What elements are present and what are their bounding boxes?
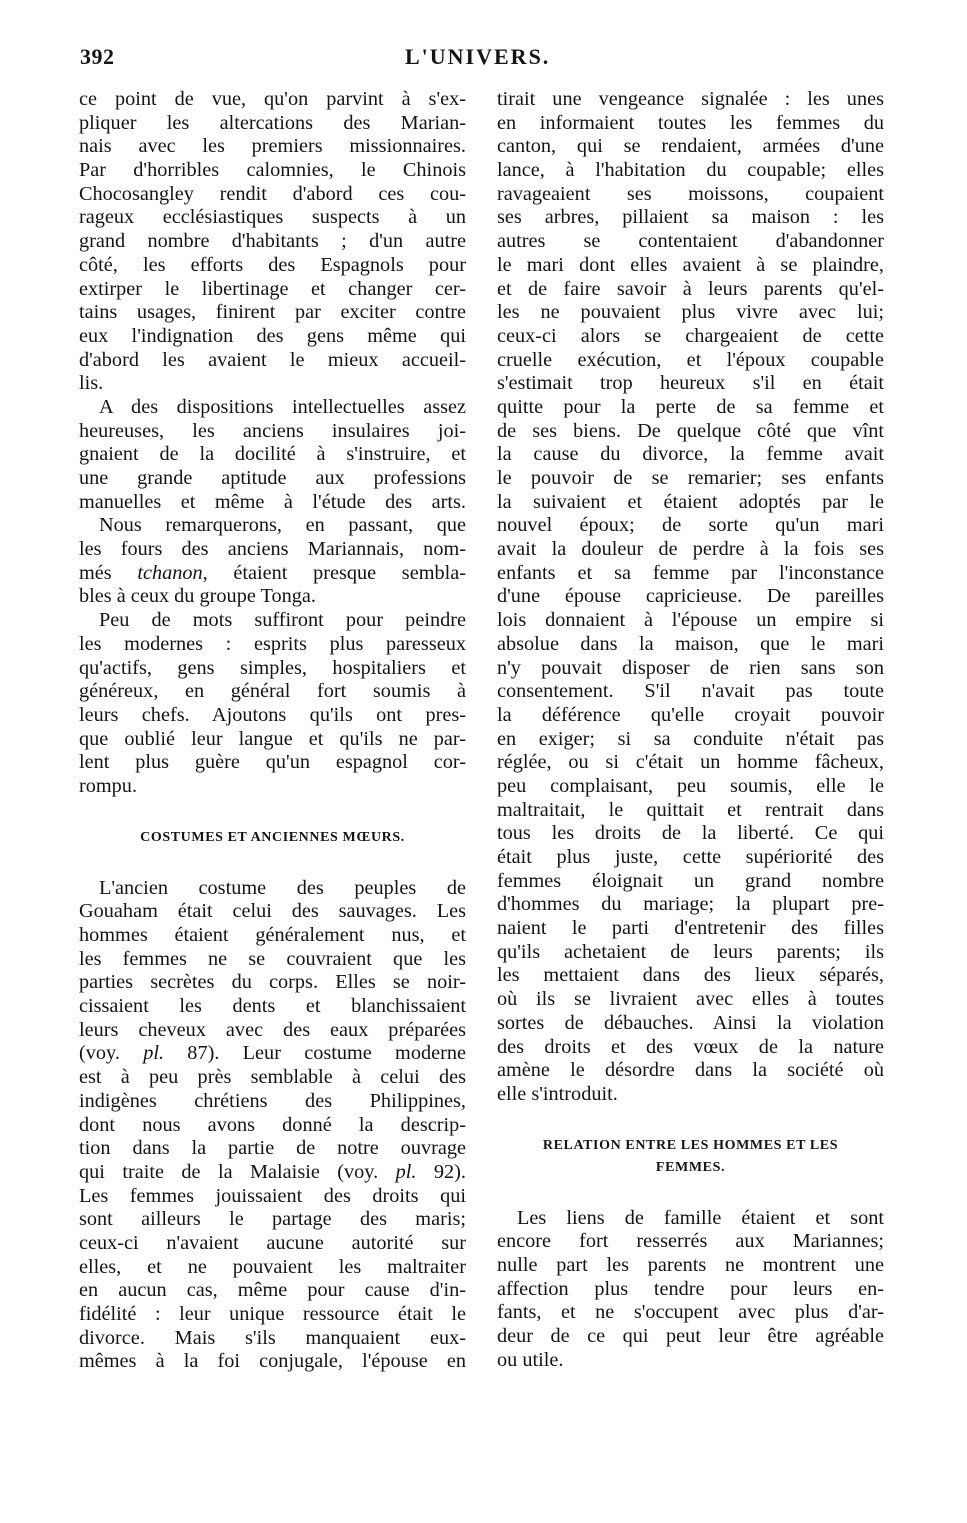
text-line: elle s'introduit. (497, 1082, 618, 1105)
italic-ref: pl. (143, 1042, 165, 1065)
text-line: où ils se livraient avec elles à toutes (497, 988, 884, 1011)
section-heading-costumes: COSTUMES ET ANCIENNES MŒURS. (140, 829, 405, 845)
paragraph-modernes (79, 609, 466, 799)
text-line: généreux, en général fort soumis à (79, 680, 466, 703)
text-line: A des dispositions intellectuelles assez (99, 395, 466, 418)
text-line: ses arbres, pillaient sa maison : les (497, 206, 884, 229)
text-line: nais avec les premiers missionnaires. (79, 135, 466, 158)
text-line: cruelle exécution, et l'époux coupable (497, 348, 884, 371)
text-line: femmes éloignait un grand nombre (497, 869, 884, 892)
text-line: sont ailleurs le partage des maris; (79, 1208, 466, 1231)
text-line: d'abord les avaient le mieux accueil- (79, 348, 466, 371)
text-line: qu'ils achetaient de leurs parents; ils (497, 940, 884, 963)
text-line: encore fort resserrés aux Mariannes; (497, 1230, 884, 1253)
text-line: les modernes : esprits plus paresseux (79, 632, 466, 655)
text-line: heureuses, les anciens insulaires joi- (79, 419, 466, 442)
text-line: sortes de débauches. Ainsi la violation (497, 1011, 884, 1034)
text-line: amène le désordre dans la société où (497, 1059, 884, 1082)
text-line: les mettaient dans des lieux séparés, (497, 964, 884, 987)
text-line: quitte pour la perte de sa femme et (497, 395, 884, 418)
text-line: L'ancien costume des peuples de (99, 876, 466, 899)
text-line: tains usages, finirent par exciter contre (79, 301, 466, 324)
text-line: en aucun cas, même pour cause d'in- (79, 1279, 466, 1302)
text-line: mêmes à la foi conjugale, l'épouse en (79, 1350, 466, 1373)
text-line: était plus juste, cette supériorité des (497, 846, 884, 868)
text-line: cissaient les dents et blanchissaient (79, 995, 466, 1018)
italic-term: tchanon (137, 561, 203, 584)
text-line: tous les droits de la liberté. Ce qui (497, 822, 884, 845)
text-line: ceux-ci n'avaient aucune autorité sur (79, 1231, 466, 1254)
text-line: rageux ecclésiastiques suspects à un (79, 206, 466, 229)
text-line: la suivaient et étaient adoptés par le (497, 490, 884, 513)
paragraph-continuation (79, 88, 466, 396)
text-line: ravageaient ses moissons, coupaient (497, 182, 884, 205)
text-line: manuelles et même à l'étude des arts. (79, 490, 466, 513)
italic-ref: pl. (395, 1160, 417, 1183)
text-line: més tchanon, étaient presque sembla- (79, 561, 466, 584)
text-line: Peu de mots suffiront pour peindre (99, 609, 466, 632)
text-line: qui traite de la Malaisie (voy. pl. 92). (79, 1160, 466, 1183)
text-line: le mari dont elles avaient à se plaindre, (497, 253, 884, 276)
text-line: d'une épouse capricieuse. De pareilles (497, 585, 884, 608)
text-line: canton, qui se rendaient, armées d'une (497, 135, 884, 158)
section-heading-relation: RELATION ENTRE LES HOMMES ET LES (542, 1137, 839, 1153)
paragraph-costume (79, 877, 466, 1374)
text-line: extirper le libertinage et changer cer- (79, 277, 466, 300)
paragraph-vengeance (497, 88, 884, 1107)
text-line: consentement. S'il n'avait pas toute (497, 680, 884, 703)
text-line: autres se contentaient d'abandonner (497, 230, 884, 253)
text-line: enfants et sa femme par l'inconstance (497, 561, 884, 584)
text-line: ce point de vue, qu'on parvint à s'ex- (79, 88, 466, 110)
text-line: Nous remarquerons, en passant, que (99, 514, 466, 537)
text-line: tion dans la partie de notre ouvrage (79, 1137, 466, 1160)
text-line: des droits et des vœux de la nature (497, 1035, 884, 1058)
text-line: avait la douleur de perdre à la fois ses (497, 538, 884, 561)
text-line: rompu. (79, 774, 138, 797)
text-line: hommes étaient généralement nus, et (79, 924, 466, 946)
text-line: fants, et ne s'occupent avec plus d'ar- (497, 1301, 884, 1324)
text-line: indigènes chrétiens des Philippines, (79, 1089, 466, 1112)
text-line: Les femmes jouissaient des droits qui (79, 1184, 466, 1207)
text-line: d'hommes du mariage; la plupart pre- (497, 893, 884, 916)
text-line: pliquer les altercations des Marian- (79, 111, 466, 134)
text-line: Gouaham était celui des sauvages. Les (79, 900, 466, 923)
text-line: réglée, ou si c'était un homme fâcheux, (497, 751, 884, 774)
text-line: absolue dans la maison, que le mari (497, 632, 884, 655)
text-line: s'estimait trop heureux s'il en était (497, 372, 884, 395)
text-line: de ses biens. De quelque côté que vînt (497, 419, 884, 442)
text-line: n'y pouvait disposer de rien sans son (497, 656, 884, 679)
paragraph-fours (79, 514, 466, 609)
text-line: la déférence qu'elle croyait pouvoir (497, 703, 884, 726)
text-line: gnaient de la docilité à s'instruire, et (79, 443, 466, 466)
paragraph-liens (497, 1207, 884, 1373)
right-column (497, 88, 884, 1372)
text-line: une grande aptitude aux professions (79, 467, 466, 489)
section-heading-relation-cont: FEMMES. (655, 1159, 726, 1175)
text-line: en exiger; si sa conduite n'était pas (497, 727, 884, 750)
text-line: peu complaisant, peu soumis, elle le (497, 774, 884, 797)
text-line: leurs chefs. Ajoutons qu'ils ont pres- (79, 703, 466, 726)
text-line: les femmes ne se couvraient que les (79, 947, 466, 970)
text-line: naient le parti d'entretenir des filles (497, 917, 884, 940)
text-line: fidélité : leur unique ressource était le (79, 1303, 466, 1325)
text-line: bles à ceux du groupe Tonga. (79, 585, 317, 608)
text-line: (voy. pl. 87). Leur costume moderne (79, 1042, 466, 1065)
text-line: les fours des anciens Mariannais, nom- (79, 538, 466, 561)
text-line: la cause du divorce, la femme avait (497, 443, 884, 466)
text-line: affection plus tendre pour leurs en- (497, 1277, 884, 1300)
text-line: eux l'indignation des gens même qui (79, 324, 466, 347)
text-line: leurs cheveux avec des eaux préparées (79, 1018, 466, 1041)
text-line: qu'actifs, gens simples, hospitaliers et (79, 656, 466, 679)
text-line: deur de ce qui peut leur être agréable (497, 1325, 884, 1347)
text-line: en informaient toutes les femmes du (497, 111, 884, 134)
text-line: parties secrètes du corps. Elles se noir- (79, 971, 466, 994)
text-line: lis. (79, 372, 104, 395)
text-line: tirait une vengeance signalée : les unes (497, 88, 884, 110)
text-line: le pouvoir de se remarier; ses enfants (497, 467, 884, 489)
text-line: grand nombre d'habitants ; d'un autre (79, 230, 466, 253)
text-line: Les liens de famille étaient et sont (517, 1206, 884, 1229)
text-line: dont nous avons donné la descrip- (79, 1113, 466, 1136)
running-title: L'UNIVERS. (405, 44, 551, 69)
text-line: et de faire savoir à leurs parents qu'el- (497, 277, 884, 300)
text-line: côté, les efforts des Espagnols pour (79, 253, 466, 276)
left-column (79, 88, 466, 1374)
text-line: maltraitait, le quittait et rentrait dans (497, 798, 884, 821)
text-line: lois donnaient à l'épouse un empire si (497, 609, 884, 632)
page-number: 392 (80, 44, 115, 69)
text-line: est à peu près semblable à celui des (79, 1066, 466, 1089)
text-line: Chocosangley rendit d'abord ces cou- (79, 182, 466, 205)
text-line: ou utile. (497, 1348, 564, 1371)
text-line: que oublié leur langue et qu'ils ne par- (79, 727, 466, 750)
text-line: elles, et ne pouvaient les maltraiter (79, 1255, 466, 1278)
text-line: divorce. Mais s'ils manquaient eux- (79, 1326, 466, 1349)
text-line: nulle part les parents ne montrent une (497, 1253, 884, 1276)
text-line: Par d'horribles calomnies, le Chinois (79, 159, 466, 182)
text-line: nouvel époux; de sorte qu'un mari (497, 514, 884, 537)
text-line: ceux-ci alors se chargeaient de cette (497, 324, 884, 347)
text-line: lance, à l'habitation du coupable; elles (497, 159, 884, 182)
text-line: lent plus guère qu'un espagnol cor- (79, 751, 466, 774)
paragraph-dispositions (79, 396, 466, 514)
text-line: les ne pouvaient plus vivre avec lui; (497, 301, 884, 324)
